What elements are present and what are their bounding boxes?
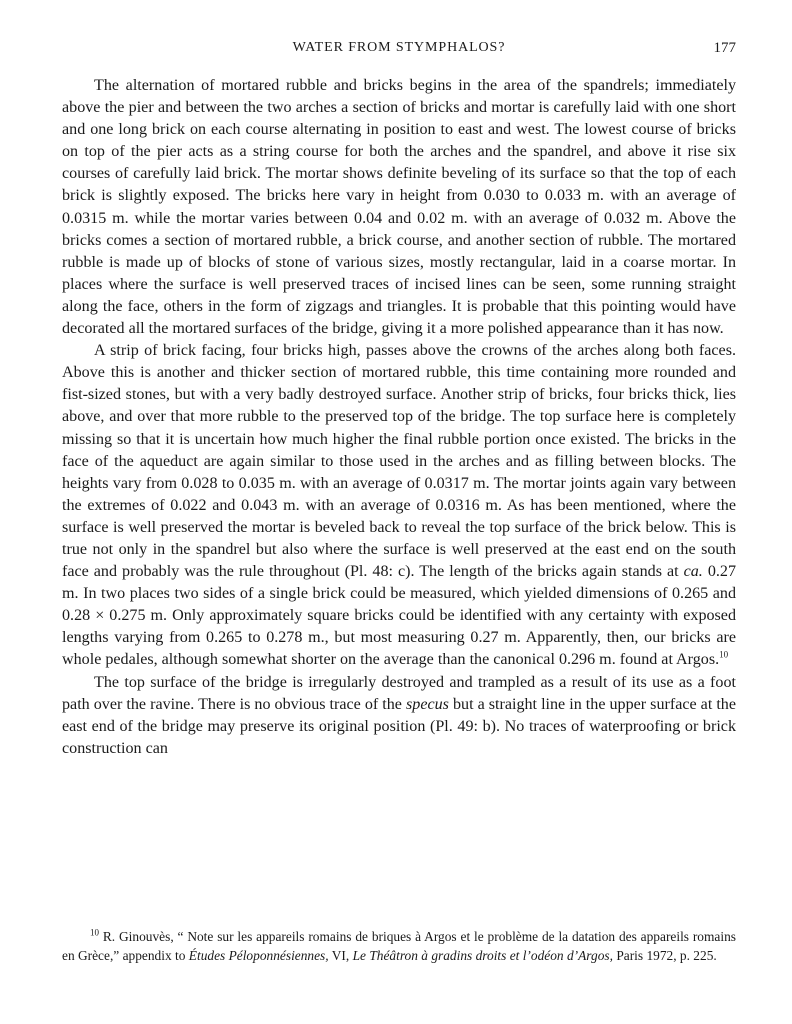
paragraph-3 xyxy=(62,672,736,760)
body-text xyxy=(62,75,736,760)
footnote-text-b: VI, xyxy=(331,947,350,963)
footnote xyxy=(62,928,736,965)
footnote-title-2: Le Théâtron à gradins droits et l’odéon d’Argos, xyxy=(352,947,613,963)
page-number: 177 xyxy=(713,40,736,56)
paragraph-2-text-a: A strip of brick facing, four bricks high, passes above the crowns of the arches along both faces. Above this is another and thicker section of mortared rubble, this time containing more rounded and fist-sized stones, but with a very badly destroyed surface. Another strip of bricks, four bricks thick, lies above, and over that more rubble to the preserved top of the bridge. The top surface here is completely missing so that it is uncertain how much higher the final rubble portion once existed. The bricks in the face of the aqueduct are again similar to those used in the arches and as filling between blocks. The heights vary from 0.028 to 0.035 m. with an average of 0.0317 m. The mortar joints again vary between the extremes of 0.022 and 0.043 m. with an average of 0.0316 m. As has been mentioned, where the surface is well preserved the mortar is beveled back to reveal the top surface of the brick below. This is true not only in the spandrel but also where the surface is well preserved at the east end on the south face and probably was the rule throughout (Pl. 48: c). The length of the bricks again stands at xyxy=(62,342,736,581)
footnote-text-a: R. Ginouvès, “ Note sur les appareils romains de briques à Argos et le problème de la datation des appareils romains en Grèce,” appendix to xyxy=(62,929,736,963)
footnote-title-1: Études Péloponnésiennes, xyxy=(188,947,329,963)
paragraph-3-text-b: but a straight line in the upper surface at the east end of the bridge may preserve its original position (Pl. 49: b). No traces of waterproofing or brick construction can xyxy=(62,695,736,757)
paragraph-2-text-b: 0.27 m. In two places two sides of a single brick could be measured, which yielded dimensions of 0.265 and 0.28 × 0.275 m. Only approximately square bricks could be identified with any certainty with exposed lengths varying from 0.265 to 0.278 m., but most measuring 0.27 m. Apparently, then, our bricks are whole pedales, although somewhat shorter on the average than the canonical 0.296 m. found at Argos. xyxy=(62,563,736,669)
paragraph-1: The alternation of mortared rubble and bricks begins in the area of the spandrels; immediately above the pier and between the two arches a section of bricks and mortar is carefully laid with one short and one long brick on each course alternating in position to east and west. The lowest course of bricks on top of the pier acts as a string course for both the arches and the spandrel, and above it rise six courses of carefully laid brick. The mortar shows definite beveling of its surface so that the top of each brick is slightly exposed. The bricks here vary in height from 0.030 to 0.033 m. with an average of 0.0315 m. while the mortar varies between 0.04 and 0.02 m. with an average of 0.032 m. Above the bricks comes a section of mortared rubble, a brick course, and another section of rubble. The mortared rubble is made up of blocks of stone of various sizes, mostly rectangular, laid in a coarse mortar. In places where the surface is well preserved traces of incised lines can be seen, some running straight along the face, others in the form of zigzags and triangles. It is probable that this pointing would have decorated all the mortared surfaces of the bridge, giving it a more polished appearance than it has now. xyxy=(62,77,736,338)
paragraph-2 xyxy=(62,340,736,671)
paragraph-3-specus: specus xyxy=(406,695,449,713)
running-title: WATER FROM STYMPHALOS? xyxy=(292,40,506,55)
footnote-mark: 10 xyxy=(90,927,99,938)
footnote-reference: 10 xyxy=(719,650,729,661)
page-header xyxy=(62,40,736,60)
paragraph-2-ca: ca. xyxy=(683,563,703,581)
footnote-text-c: Paris 1972, p. 225. xyxy=(616,947,717,963)
paragraph-3-text-a: The top surface of the bridge is irregularly destroyed and trampled as a result of its use as a foot path over the ravine. There is no obvious trace of the xyxy=(62,673,736,713)
